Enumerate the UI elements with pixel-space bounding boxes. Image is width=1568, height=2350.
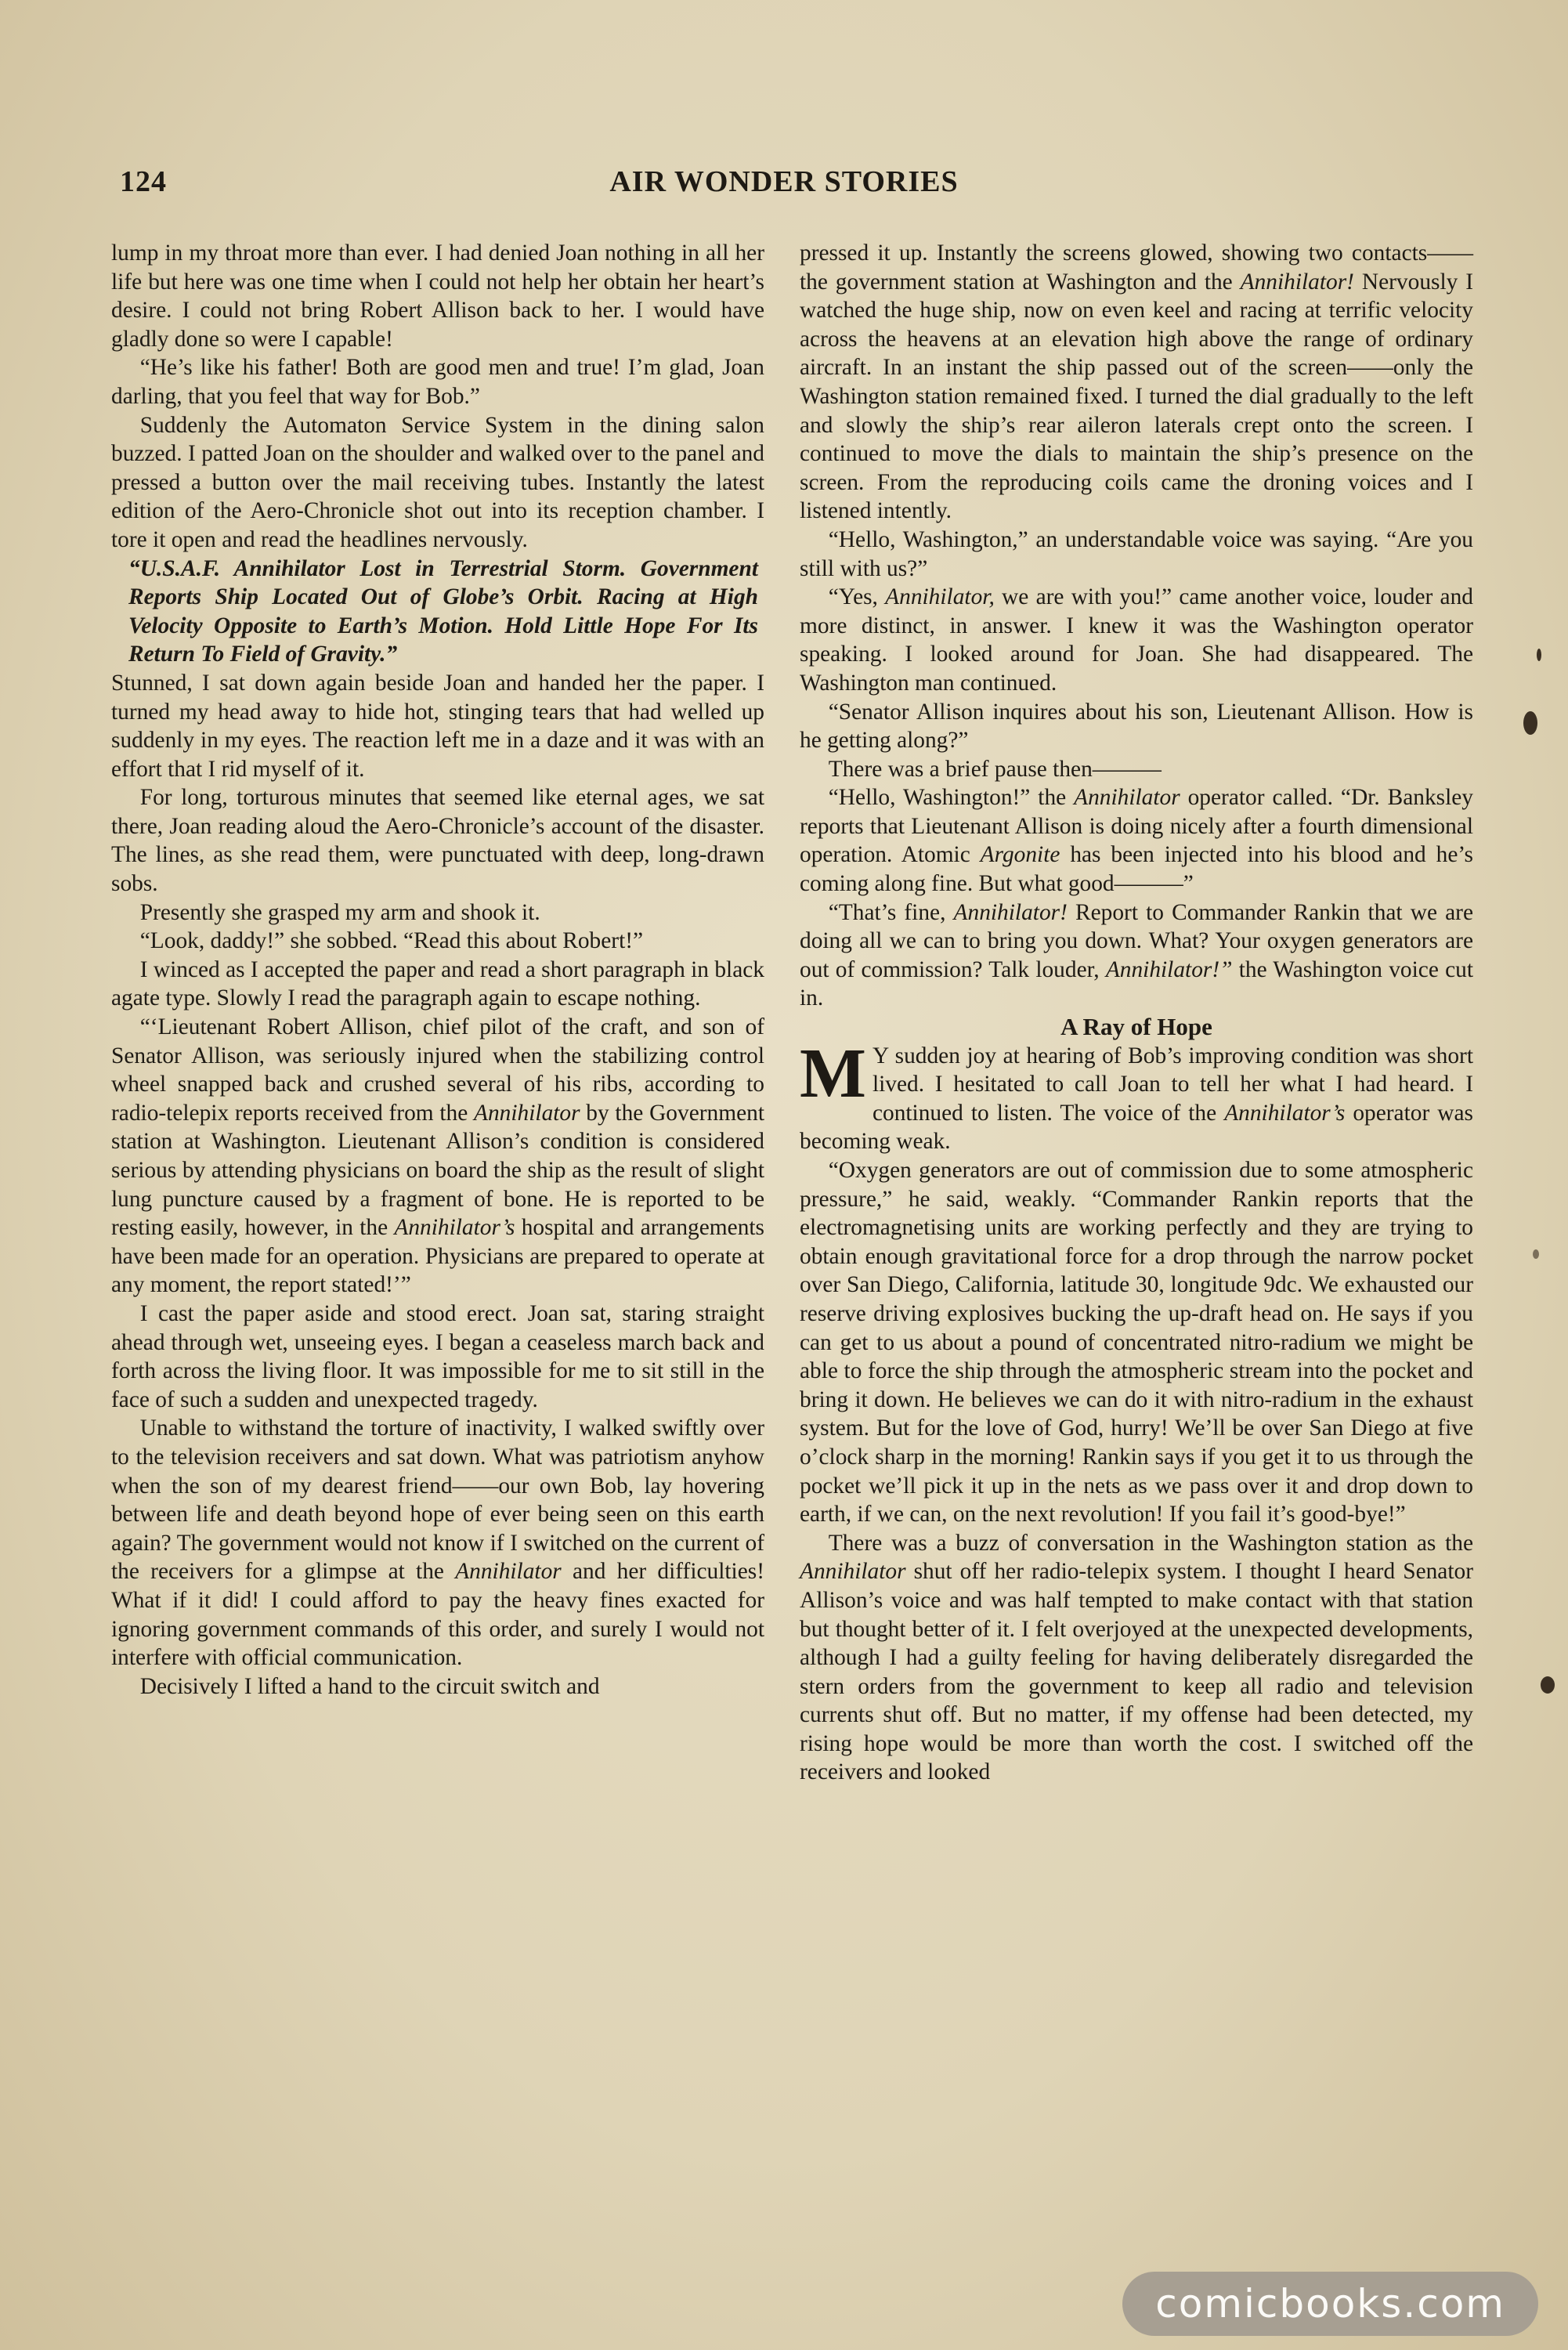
- ship-name: Annihilator: [1074, 785, 1180, 811]
- ship-name: Annihilator!: [1240, 269, 1354, 295]
- paragraph: “He’s like his father! Both are good men and true! I’m glad, Joan darling, that you feel that way for Bob.”: [111, 355, 764, 409]
- news-report-paragraph: [111, 1013, 764, 1300]
- paragraph: [800, 239, 1473, 526]
- paragraph: Presently she grasped my arm and shook it.: [139, 899, 540, 925]
- ink-blot: [1541, 1676, 1555, 1694]
- paragraph: “Oxygen generators are out of commission due to some atmospheric pressure,” he said, weakly. “Commander Rankin reports that the electromagnetising units are working perfectly and they are trying to obtain enough gravitational force for a drop through the narrow pocket over San Diego, California, latitude 30, longitude 9dc. We exhausted our reserve driving explosives bucking the up-draft head on. He says if you can get to us about a pound of concentrated nitro-radium we might be able to force the ship through the atmospheric stream into the pocket and bring it down. He believes we can do it with nitro-radium in the exhaust system. But for the love of God, hurry! We’ll be over San Diego at five o’clock sharp in the morning! Rankin says if you get it to us through the pocket we’ll pick it up in the nets as we pass over it and drop down to earth, if we can, on the next revolution! If you fail it’s good-bye!”: [800, 1158, 1473, 1528]
- text-run: Report to Commander Rankin that we are doing all we can to bring you down. What? Your oxygen generators are out of commission? Talk louder,: [800, 899, 1473, 982]
- site-watermark: comicbooks.com: [1122, 2272, 1538, 2336]
- paragraph: There was a brief pause then———: [828, 756, 1162, 782]
- text-run: “Hello, Washington!” the: [828, 785, 1075, 811]
- drop-cap-letter: M: [800, 1034, 866, 1112]
- ship-name: Annihilator: [474, 1100, 580, 1126]
- left-text-column: [111, 239, 764, 1701]
- right-text-column: [800, 239, 1473, 1787]
- paragraph: For long, torturous minutes that seemed like eternal ages, we sat there, Joan reading aloud the Aero-Chronicle’s account of the disaster. The lines, as she read them, were punctuated with deep, long-drawn sobs.: [111, 785, 764, 897]
- text-run: the Washington voice cut in.: [800, 956, 1473, 1011]
- ink-blot: [1523, 711, 1537, 735]
- paragraph: [111, 1414, 764, 1672]
- paragraph: [800, 898, 1473, 1013]
- newspaper-headline: “U.S.A.F. Annihilator Lost in Terrestrial Storm. Government Reports Ship Located Out of Globe’s Orbit. Racing at High Velocity Opposite to Earth’s Motion. Hold Little Hope For Its Return To Field of Gravity.”: [128, 555, 758, 667]
- ship-name: Annihilator!: [953, 899, 1068, 925]
- text-run: “‘Lieutenant Robert Allison, chief pilot of the craft, and son of Senator Allison, was seriously injured when the stabilizing control wheel snapped back and crushed several of his ribs, according to radio-telepix reports received from the: [111, 1014, 764, 1126]
- paragraph: Decisively I lifted a hand to the circuit switch and: [139, 1673, 600, 1699]
- text-run: and her difficulties! What if it did! I could afford to pay the heavy fines exacted for ignoring government commands of this order, and surely I would not interfere with official communication.: [111, 1559, 764, 1671]
- page-number: 124: [120, 165, 167, 198]
- paragraph: “Senator Allison inquires about his son, Lieutenant Allison. How is he getting along?”: [800, 699, 1473, 754]
- text-run: There was a buzz of conversation in the Washington station as the: [828, 1530, 1473, 1556]
- text-run: Unable to withstand the torture of inactivity, I walked swiftly over to the television receivers and sat down. What was patriotism anyhow when the son of my dearest friend——our own Bob, lay hovering between life and death beyond hope of ever being seen on this earth again? The government would not know if I switched on the current of the receivers for a glimpse at the: [111, 1415, 764, 1585]
- paragraph: [800, 783, 1473, 898]
- text-run: “Yes,: [828, 584, 886, 610]
- section-heading: A Ray of Hope: [1060, 1013, 1212, 1041]
- ship-name: Annihilator’s: [394, 1215, 515, 1241]
- ship-name: Annihilator’s: [1224, 1100, 1346, 1126]
- text-run: we are with you!” came another voice, louder and more distinct, in answer. I knew it was the Washington operator speaking. I looked around for Joan. She had disappeared. The Washington man continued.: [800, 584, 1473, 696]
- text-run: operator was becoming weak.: [800, 1100, 1473, 1155]
- paragraph: I cast the paper aside and stood erect. Joan sat, staring straight ahead through wet, unseeing eyes. I began a ceaseless march back and forth across the living floor. It was impossible for me to sit still in the face of such a sudden and unexpected tragedy.: [111, 1300, 764, 1412]
- ship-name: Annihilator: [455, 1559, 562, 1585]
- text-run: Nervously I watched the huge ship, now on even keel and racing at terrific velocity across the heavens at an elevation high above the range of ordinary aircraft. In an instant the ship passed out of the screen——only the Washington station remained fixed. I turned the dial gradually to the left and slowly the ship’s rear aileron laterals crept onto the screen. I continued to move the dials to maintain the ship’s presence on the screen. From the reproducing coils came the droning voices and I listened intently.: [800, 269, 1473, 524]
- ship-name: Annihilator,: [885, 584, 995, 610]
- text-run: “That’s fine,: [828, 899, 954, 925]
- text-run: Y sudden joy at hearing of Bob’s improving condition was short lived. I hesitated to call Joan to tell her what I had heard. I continued to listen. The voice of the: [872, 1043, 1473, 1126]
- ink-blot: [1537, 649, 1541, 661]
- text-run: by the Government station at Washington. Lieutenant Allison’s condition is considered serious by attending physicians on board the ship as the result of slight lung puncture caused by a fragment of bone. He is reported to be resting easily, however, in the: [111, 1100, 764, 1241]
- text-run: has been injected into his blood and he’s coming along fine. But what good———”: [800, 842, 1473, 897]
- text-run: hospital and arrangements have been made for an operation. Physicians are prepared to operate at any moment, the report stated!’”: [111, 1215, 764, 1298]
- element-name: Argonite: [980, 842, 1060, 868]
- ink-blot: [1533, 1249, 1539, 1259]
- paragraph: Stunned, I sat down again beside Joan and handed her the paper. I turned my head away to hide hot, stinging tears that had welled up suddenly in my eyes. The reaction left me in a daze and it was with an effort that I rid myself of it.: [111, 670, 764, 782]
- paragraph: Suddenly the Automaton Service System in the dining salon buzzed. I patted Joan on the shoulder and walked over to the panel and pressed a button over the mail receiving tubes. Instantly the latest edition of the Aero-Chronicle shot out into its reception chamber. I tore it open and read the headlines nervously.: [111, 412, 764, 552]
- text-run: operator called. “Dr. Banksley reports that Lieutenant Allison is doing nicely after a fourth dimensional operation. Atomic: [800, 785, 1474, 868]
- paragraph: [800, 583, 1473, 697]
- ship-name: Annihilator!”: [1105, 956, 1233, 982]
- paragraph: [800, 1034, 1473, 1156]
- paragraph: I winced as I accepted the paper and read a short paragraph in black agate type. Slowly I read the paragraph again to escape nothing.: [111, 956, 764, 1011]
- paragraph: [800, 1529, 1473, 1787]
- ship-name: Annihilator: [800, 1559, 906, 1585]
- paragraph: “Look, daddy!” she sobbed. “Read this about Robert!”: [139, 928, 644, 954]
- paragraph: “Hello, Washington,” an understandable voice was saying. “Are you still with us?”: [800, 526, 1473, 581]
- text-run: pressed it up. Instantly the screens glowed, showing two contacts——the government station at Washington and the: [800, 240, 1473, 295]
- magazine-title: AIR WONDER STORIES: [609, 165, 959, 198]
- paragraph: lump in my throat more than ever. I had denied Joan nothing in all her life but here was one time when I could not help her obtain her heart’s desire. I could not bring Robert Allison back to her. I would have gladly done so were I capable!: [111, 240, 764, 352]
- text-run: shut off her radio-telepix system. I thought I heard Senator Allison’s voice and was half tempted to make contact with that station but thought better of it. I felt overjoyed at the unexpected developments, although I had a guilty feeling for having deliberately disregarded the stern orders from the government to keep all radio and television currents shut off. But no matter, if my offense had been detected, my rising hope would be more than worth the cost. I switched off the receivers and looked: [800, 1559, 1473, 1785]
